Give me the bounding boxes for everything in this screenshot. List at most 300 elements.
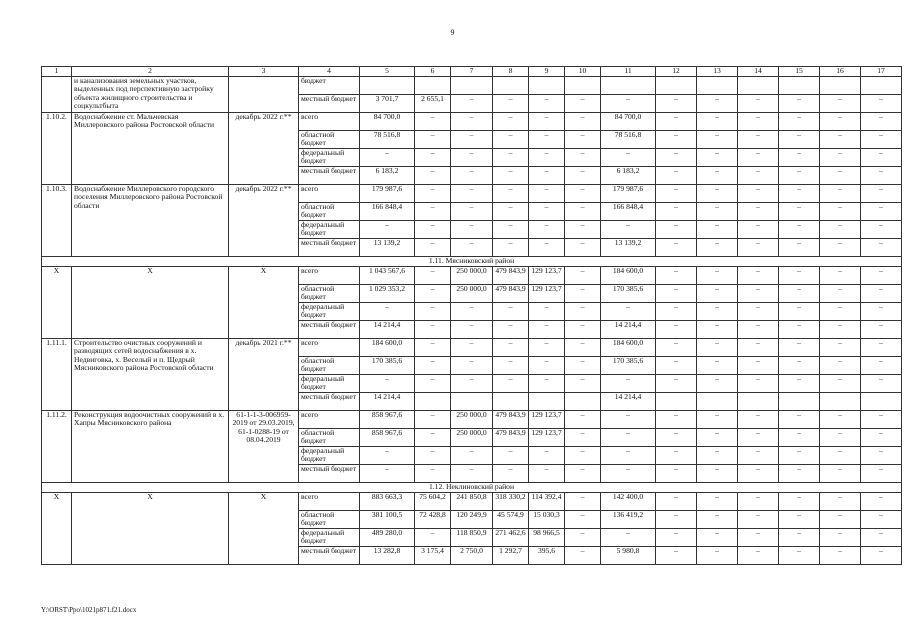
amount-cell: – (738, 529, 779, 547)
amount-cell: 129 123,7 (529, 429, 565, 447)
funding-source: бюджет (299, 77, 360, 95)
amount-cell: – (697, 529, 738, 547)
amount-cell: – (493, 113, 529, 131)
amount-cell: – (820, 547, 861, 565)
amount-cell: 1 292,7 (493, 547, 529, 565)
amount-cell: – (656, 465, 697, 483)
amount-cell: – (415, 339, 451, 357)
amount-cell: – (861, 429, 902, 447)
amount-cell (656, 77, 697, 95)
item-number: 1.10.3. (42, 185, 72, 257)
amount-cell: – (820, 149, 861, 167)
funding-source: местный бюджет (299, 95, 360, 113)
amount-cell: – (738, 357, 779, 375)
amount-cell: 75 604,2 (415, 493, 451, 511)
section-title: 1.12. Неклиновский район (42, 483, 902, 493)
amount-cell: 14 214,4 (360, 321, 415, 339)
amount-cell: – (820, 167, 861, 185)
amount-cell: 98 966,5 (529, 529, 565, 547)
amount-cell: – (415, 113, 451, 131)
amount-cell (697, 393, 738, 411)
amount-cell: – (779, 239, 820, 257)
amount-cell: – (415, 203, 451, 221)
item-deadline: X (229, 267, 299, 339)
amount-cell: – (451, 131, 493, 149)
amount-cell: – (820, 285, 861, 303)
amount-cell: – (493, 465, 529, 483)
amount-cell: – (738, 547, 779, 565)
amount-cell: – (451, 321, 493, 339)
amount-cell: – (360, 375, 415, 393)
amount-cell: – (656, 285, 697, 303)
item-number (42, 77, 72, 113)
amount-cell: 129 123,7 (529, 411, 565, 429)
amount-cell: – (493, 95, 529, 113)
column-number-cell: 15 (779, 67, 820, 77)
amount-cell: – (697, 131, 738, 149)
amount-cell: – (656, 411, 697, 429)
amount-cell: – (656, 357, 697, 375)
amount-cell: – (820, 267, 861, 285)
amount-cell: – (493, 203, 529, 221)
amount-cell: – (415, 465, 451, 483)
amount-cell: – (779, 267, 820, 285)
amount-cell: – (738, 167, 779, 185)
amount-cell: – (779, 529, 820, 547)
column-number-cell: 2 (72, 67, 229, 77)
amount-cell: – (861, 321, 902, 339)
amount-cell: – (565, 493, 601, 511)
amount-cell (565, 77, 601, 95)
amount-cell: – (779, 221, 820, 239)
amount-cell: – (861, 411, 902, 429)
amount-cell: – (738, 131, 779, 149)
amount-cell: – (360, 303, 415, 321)
amount-cell: – (697, 511, 738, 529)
amount-cell: – (820, 493, 861, 511)
column-number-cell: 16 (820, 67, 861, 77)
item-number: 1.11.2. (42, 411, 72, 483)
amount-cell: – (697, 357, 738, 375)
amount-cell: – (779, 447, 820, 465)
table-row (42, 185, 902, 203)
amount-cell (360, 77, 415, 95)
amount-cell: 114 392,4 (529, 493, 565, 511)
amount-cell: 6 183,2 (360, 167, 415, 185)
funding-source: всего (299, 113, 360, 131)
amount-cell: – (779, 131, 820, 149)
amount-cell: – (697, 267, 738, 285)
funding-source: местный бюджет (299, 321, 360, 339)
amount-cell: – (861, 465, 902, 483)
amount-cell: 13 139,2 (601, 239, 656, 257)
amount-cell: 142 400,0 (601, 493, 656, 511)
amount-cell: – (738, 221, 779, 239)
amount-cell: 179 987,6 (360, 185, 415, 203)
amount-cell: – (493, 447, 529, 465)
amount-cell (565, 393, 601, 411)
amount-cell: – (601, 221, 656, 239)
amount-cell: – (820, 203, 861, 221)
item-deadline: декабрь 2022 г.** (229, 185, 299, 257)
amount-cell: – (656, 131, 697, 149)
column-number-cell: 17 (861, 67, 902, 77)
amount-cell: – (779, 285, 820, 303)
amount-cell: – (529, 203, 565, 221)
amount-cell: – (451, 465, 493, 483)
amount-cell: – (779, 167, 820, 185)
amount-cell: – (738, 267, 779, 285)
amount-cell: – (415, 149, 451, 167)
funding-source: областной бюджет (299, 357, 360, 375)
amount-cell: – (738, 321, 779, 339)
column-number-cell: 12 (656, 67, 697, 77)
amount-cell: – (738, 465, 779, 483)
amount-cell: – (656, 167, 697, 185)
item-name: и канализования земельных участков, выделенных под перспективную застройку объекта жилищного строительства и соцкультбыта (72, 77, 229, 113)
amount-cell: – (529, 221, 565, 239)
amount-cell: – (861, 239, 902, 257)
item-number: 1.11.1. (42, 339, 72, 411)
amount-cell: – (697, 411, 738, 429)
amount-cell: – (415, 303, 451, 321)
amount-cell: – (697, 285, 738, 303)
amount-cell: – (451, 239, 493, 257)
amount-cell: – (820, 529, 861, 547)
amount-cell (601, 77, 656, 95)
amount-cell: 2 750,0 (451, 547, 493, 565)
amount-cell: – (697, 203, 738, 221)
item-name: Реконструкция водоочистных сооружений в х. Хапры Мясниковского района (72, 411, 229, 483)
amount-cell: 14 214,4 (360, 393, 415, 411)
amount-cell: 1 043 567,6 (360, 267, 415, 285)
amount-cell: – (415, 447, 451, 465)
amount-cell: – (451, 149, 493, 167)
amount-cell: – (738, 185, 779, 203)
amount-cell: – (656, 185, 697, 203)
amount-cell: – (656, 493, 697, 511)
amount-cell: – (565, 547, 601, 565)
amount-cell: – (697, 221, 738, 239)
amount-cell: – (601, 303, 656, 321)
amount-cell: 5 980,8 (601, 547, 656, 565)
amount-cell: – (493, 357, 529, 375)
funding-source: федеральный бюджет (299, 447, 360, 465)
amount-cell: – (779, 493, 820, 511)
amount-cell: – (565, 529, 601, 547)
amount-cell (451, 77, 493, 95)
amount-cell: 170 385,6 (601, 357, 656, 375)
item-name: Водоснабжение Миллеровского городского поселения Миллеровского района Ростовской области (72, 185, 229, 257)
amount-cell: – (415, 429, 451, 447)
amount-cell: 318 330,2 (493, 493, 529, 511)
amount-cell (493, 77, 529, 95)
amount-cell: – (415, 375, 451, 393)
amount-cell: – (451, 95, 493, 113)
amount-cell: 479 843,9 (493, 411, 529, 429)
amount-cell (415, 393, 451, 411)
amount-cell: 166 848,4 (360, 203, 415, 221)
amount-cell: – (779, 429, 820, 447)
amount-cell (861, 393, 902, 411)
amount-cell: – (565, 447, 601, 465)
amount-cell: – (861, 447, 902, 465)
amount-cell: – (697, 95, 738, 113)
amount-cell: 479 843,9 (493, 285, 529, 303)
amount-cell: – (565, 411, 601, 429)
funding-source: всего (299, 493, 360, 511)
item-deadline: 61-1-1-3-006959-2019 от 29.03.2019, 61-1-0288-19 от 08.04.2019 (229, 411, 299, 483)
amount-cell: – (861, 203, 902, 221)
amount-cell (451, 393, 493, 411)
column-number-cell: 10 (565, 67, 601, 77)
amount-cell: 250 000,0 (451, 285, 493, 303)
amount-cell: – (779, 411, 820, 429)
table-row (42, 493, 902, 511)
column-number-cell: 4 (299, 67, 360, 77)
amount-cell: – (820, 511, 861, 529)
amount-cell: 170 385,6 (601, 285, 656, 303)
amount-cell: 84 700,0 (360, 113, 415, 131)
amount-cell: 479 843,9 (493, 267, 529, 285)
item-deadline (229, 77, 299, 113)
amount-cell: 241 850,8 (451, 493, 493, 511)
amount-cell: 13 282,8 (360, 547, 415, 565)
amount-cell: – (738, 95, 779, 113)
funding-source: федеральный бюджет (299, 529, 360, 547)
item-number: 1.10.2. (42, 113, 72, 185)
amount-cell: – (861, 493, 902, 511)
amount-cell: – (697, 185, 738, 203)
amount-cell: 15 030,3 (529, 511, 565, 529)
amount-cell: – (779, 357, 820, 375)
amount-cell: – (451, 167, 493, 185)
amount-cell: – (697, 465, 738, 483)
amount-cell: – (565, 131, 601, 149)
amount-cell: – (656, 221, 697, 239)
amount-cell: 858 967,6 (360, 411, 415, 429)
amount-cell: – (565, 149, 601, 167)
amount-cell: – (779, 303, 820, 321)
amount-cell: – (820, 429, 861, 447)
funding-source: федеральный бюджет (299, 149, 360, 167)
amount-cell: – (738, 429, 779, 447)
amount-cell: 250 000,0 (451, 429, 493, 447)
amount-cell: – (779, 185, 820, 203)
amount-cell: 250 000,0 (451, 267, 493, 285)
section-title-row (42, 483, 902, 493)
item-name: X (72, 493, 229, 565)
amount-cell: – (779, 203, 820, 221)
amount-cell: – (601, 411, 656, 429)
amount-cell: – (779, 547, 820, 565)
amount-cell: – (601, 465, 656, 483)
amount-cell (415, 77, 451, 95)
amount-cell: – (697, 321, 738, 339)
amount-cell: – (820, 321, 861, 339)
amount-cell: 166 848,4 (601, 203, 656, 221)
funding-source: всего (299, 339, 360, 357)
column-number-cell: 7 (451, 67, 493, 77)
amount-cell: – (656, 547, 697, 565)
table-row (42, 339, 902, 357)
column-number-cell: 8 (493, 67, 529, 77)
amount-cell: 179 987,6 (601, 185, 656, 203)
amount-cell: 45 574,9 (493, 511, 529, 529)
amount-cell: 184 600,0 (601, 267, 656, 285)
amount-cell: – (529, 357, 565, 375)
amount-cell: – (565, 221, 601, 239)
amount-cell: – (656, 149, 697, 167)
amount-cell: – (565, 113, 601, 131)
section-title: 1.11. Мясниковский район (42, 257, 902, 267)
amount-cell: – (656, 429, 697, 447)
amount-cell (779, 77, 820, 95)
amount-cell: – (656, 267, 697, 285)
amount-cell: – (697, 493, 738, 511)
amount-cell: – (738, 511, 779, 529)
amount-cell: – (565, 203, 601, 221)
amount-cell: – (415, 267, 451, 285)
amount-cell: – (820, 131, 861, 149)
column-number-row (42, 67, 902, 77)
amount-cell: – (697, 303, 738, 321)
table-row (42, 411, 902, 429)
amount-cell: – (565, 465, 601, 483)
amount-cell: – (861, 511, 902, 529)
amount-cell: 14 214,4 (601, 321, 656, 339)
funding-source: федеральный бюджет (299, 303, 360, 321)
amount-cell: – (861, 285, 902, 303)
amount-cell: – (360, 221, 415, 239)
item-number: X (42, 493, 72, 565)
amount-cell: – (565, 167, 601, 185)
amount-cell: – (529, 167, 565, 185)
amount-cell: 13 139,2 (360, 239, 415, 257)
amount-cell (493, 393, 529, 411)
amount-cell: – (565, 375, 601, 393)
column-number-cell: 13 (697, 67, 738, 77)
amount-cell: – (861, 375, 902, 393)
amount-cell: – (451, 357, 493, 375)
amount-cell: – (493, 339, 529, 357)
amount-cell: – (529, 303, 565, 321)
amount-cell: – (738, 239, 779, 257)
amount-cell: – (565, 357, 601, 375)
amount-cell: 129 123,7 (529, 267, 565, 285)
amount-cell: – (738, 149, 779, 167)
amount-cell (529, 393, 565, 411)
amount-cell: – (601, 149, 656, 167)
amount-cell: – (415, 321, 451, 339)
amount-cell: – (861, 339, 902, 357)
amount-cell: – (820, 357, 861, 375)
amount-cell: – (451, 339, 493, 357)
amount-cell: – (861, 529, 902, 547)
amount-cell: – (861, 357, 902, 375)
table-row (42, 267, 902, 285)
amount-cell (861, 77, 902, 95)
amount-cell: – (493, 149, 529, 167)
item-deadline: декабрь 2022 г.** (229, 113, 299, 185)
amount-cell: – (601, 95, 656, 113)
amount-cell: – (415, 357, 451, 375)
amount-cell: – (820, 411, 861, 429)
amount-cell: – (601, 447, 656, 465)
amount-cell: – (529, 239, 565, 257)
amount-cell: – (820, 339, 861, 357)
column-number-cell: 5 (360, 67, 415, 77)
amount-cell: – (861, 547, 902, 565)
amount-cell: – (779, 339, 820, 357)
amount-cell: – (861, 221, 902, 239)
amount-cell: – (779, 95, 820, 113)
item-name: Строительство очистных сооружений и разводящих сетей водоснабжения в х. Недвиговка, х. Веселый и п. Щедрый Мясниковского района Ростовской области (72, 339, 229, 411)
amount-cell: – (738, 203, 779, 221)
amount-cell: – (656, 239, 697, 257)
amount-cell: – (451, 185, 493, 203)
amount-cell: 479 843,9 (493, 429, 529, 447)
amount-cell: 120 249,9 (451, 511, 493, 529)
amount-cell: – (415, 221, 451, 239)
amount-cell: – (738, 493, 779, 511)
amount-cell: 395,6 (529, 547, 565, 565)
amount-cell: – (656, 511, 697, 529)
amount-cell: – (697, 339, 738, 357)
amount-cell: – (601, 375, 656, 393)
amount-cell: – (493, 131, 529, 149)
amount-cell: 6 183,2 (601, 167, 656, 185)
amount-cell: – (656, 529, 697, 547)
amount-cell: – (738, 339, 779, 357)
amount-cell: – (565, 267, 601, 285)
amount-cell: – (565, 185, 601, 203)
table-row (42, 113, 902, 131)
amount-cell: – (779, 511, 820, 529)
amount-cell: – (415, 285, 451, 303)
amount-cell: – (779, 465, 820, 483)
column-number-cell: 11 (601, 67, 656, 77)
amount-cell: – (820, 185, 861, 203)
amount-cell: – (565, 303, 601, 321)
amount-cell: – (415, 185, 451, 203)
amount-cell: – (493, 303, 529, 321)
amount-cell: – (415, 529, 451, 547)
amount-cell: – (493, 221, 529, 239)
item-deadline: декабрь 2021 г.** (229, 339, 299, 411)
amount-cell: – (861, 185, 902, 203)
amount-cell: – (415, 411, 451, 429)
item-number: X (42, 267, 72, 339)
amount-cell: – (656, 95, 697, 113)
amount-cell: – (779, 375, 820, 393)
amount-cell: – (697, 113, 738, 131)
amount-cell: 78 516,8 (360, 131, 415, 149)
amount-cell: 118 850,9 (451, 529, 493, 547)
amount-cell: – (565, 239, 601, 257)
amount-cell: – (697, 149, 738, 167)
amount-cell: – (529, 321, 565, 339)
amount-cell: – (656, 375, 697, 393)
column-number-cell: 6 (415, 67, 451, 77)
amount-cell: – (820, 113, 861, 131)
amount-cell: – (861, 113, 902, 131)
funding-source: областной бюджет (299, 285, 360, 303)
funding-source: областной бюджет (299, 511, 360, 529)
amount-cell: – (360, 149, 415, 167)
amount-cell (779, 393, 820, 411)
amount-cell: – (697, 167, 738, 185)
